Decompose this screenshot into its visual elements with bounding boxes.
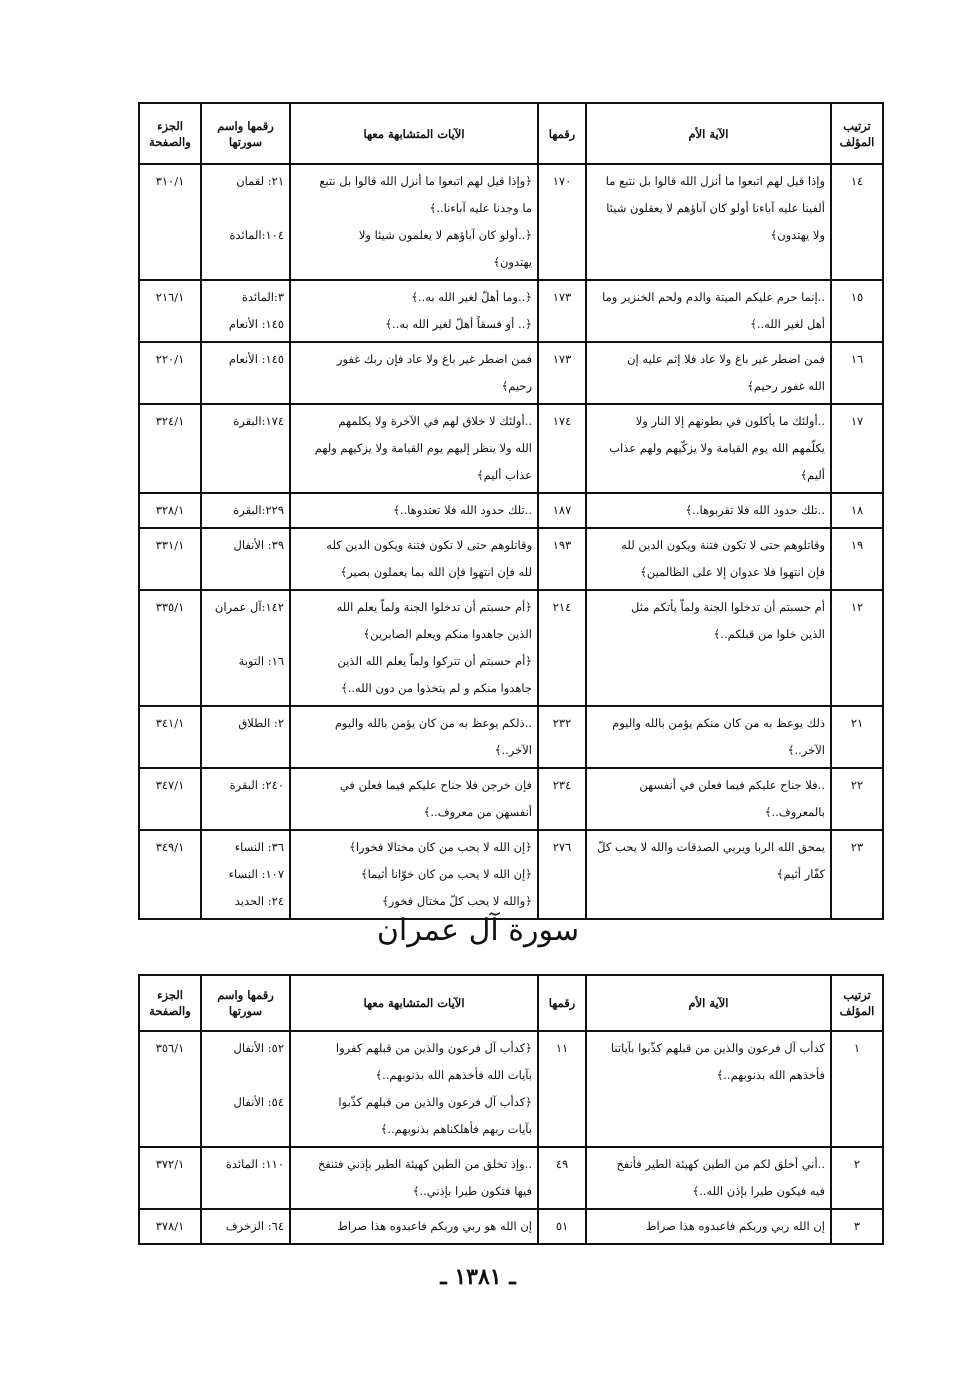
surah-ref-cell [201, 280, 290, 342]
verse-line: ..تلك حدود الله فلا تعتدوها..﴾ [393, 503, 532, 517]
surah-ref: ٣٩: الأنفال [233, 538, 284, 552]
table-row [139, 590, 883, 706]
part-page-cell: ٣٢٨/١ [139, 493, 201, 528]
part-page-cell: ٣٤٧/١ [139, 768, 201, 830]
order-cell: ٣ [831, 1209, 883, 1244]
part-page-cell: ٣١٠/١ [139, 164, 201, 280]
verse-line: الله ولا ينظر إليهم يوم القيامة ولا يزكيهم ولهم [314, 441, 532, 455]
header-number-surah: رقمها واسم سورتها [201, 103, 290, 164]
similar-verses-cell [290, 528, 538, 590]
verse-line: فيها فتكون طيرا بإذني..﴾ [412, 1184, 532, 1198]
part-page-cell: ٣٤١/١ [139, 706, 201, 768]
part-page-cell: ٢١٦/١ [139, 280, 201, 342]
verse-line: الآخر..﴾ [494, 743, 532, 757]
similar-verses-cell [290, 1031, 538, 1147]
verse-line: ..إنما حرم عليكم الميتة والدم ولحم الخنزير وما [602, 290, 825, 304]
verse-line: وقاتلوهم حتى لا تكون فتنة ويكون الدين لله [621, 538, 825, 552]
part-page-cell: ٣٣٥/١ [139, 590, 201, 706]
part-page-cell: ٣٣١/١ [139, 528, 201, 590]
header-part-page: الجزء والصفحة [139, 103, 201, 164]
order-cell: ٢١ [831, 706, 883, 768]
verse-line: يكلّمهم الله يوم القيامة ولا يزكّيهم ولهم عذاب [609, 441, 825, 455]
verse-line: الآخر..﴾ [787, 743, 825, 757]
verse-line: يهتدون﴾ [493, 255, 532, 269]
surah-ref: ٢٢٩:البقرة [233, 503, 284, 517]
surah-ref [207, 249, 284, 276]
surah-ref: ١١٠: المائدة [225, 1157, 284, 1171]
verse-line: أنفسهن من معروف..﴾ [423, 805, 532, 819]
page-number: ـ ١٣٨١ ـ [440, 1264, 516, 1290]
verse-number-cell: ٤٩ [538, 1147, 586, 1209]
verses-table-baqarah [138, 102, 884, 920]
verse-line: ﴿.. أو فسقاً أهلّ لغير الله به..﴾ [385, 317, 532, 331]
mother-verse-cell [586, 528, 831, 590]
header-similar-verses: الآيات المتشابهة معها [290, 103, 538, 164]
header-mother-verse: الآية الأم [586, 103, 831, 164]
surah-ref [207, 1178, 284, 1205]
table-row [139, 1147, 883, 1209]
surah-ref-cell [201, 830, 290, 919]
surah-ref: ٦٤: الزخرف [225, 1219, 284, 1233]
verse-line: فإن خرجن فلا جناح عليكم فيما فعلن في [339, 778, 532, 792]
table-row [139, 342, 883, 404]
verse-line: عذاب أليم﴾ [476, 468, 532, 482]
mother-verse-cell [586, 830, 831, 919]
surah-ref: ٥٤: الأنفال [233, 1095, 284, 1109]
order-cell: ١٥ [831, 280, 883, 342]
verse-line: ..أولئك ما يأكلون في بطونهم إلا النار ولا [635, 414, 825, 428]
surah-ref [207, 559, 284, 586]
verse-number-cell: ٥١ [538, 1209, 586, 1244]
header-number-surah: رقمها واسم سورتها [201, 975, 290, 1031]
similar-verses-cell [290, 1147, 538, 1209]
verse-line: ..ذلكم يوعظ به من كان يؤمن بالله واليوم [334, 716, 532, 730]
mother-verse-cell [586, 280, 831, 342]
order-cell: ١٢ [831, 590, 883, 706]
verse-line: بالمعروف..﴾ [764, 805, 825, 819]
surah-ref: ٥٢: الأنفال [233, 1041, 284, 1055]
surah-ref: ١٤٥: الأنعام [228, 352, 284, 366]
verse-line: ما وجدنا عليه آباءنا..﴾ [429, 201, 532, 215]
verse-line: ﴿إن الله لا يحب من كان خوّانا أثيما﴾ [360, 867, 532, 881]
order-cell: ٢ [831, 1147, 883, 1209]
surah-ref: ٢١: لقمان [236, 174, 284, 188]
verse-line: الذين جاهدوا منكم ويعلم الصابرين﴾ [363, 627, 532, 641]
surah-ref-cell [201, 1031, 290, 1147]
mother-verse-cell [586, 164, 831, 280]
verse-line: أم حسبتم أن تدخلوا الجنة ولماّ يأتكم مثل [630, 600, 825, 614]
verse-line: ﴿أم حسبتم أن تدخلوا الجنة ولماّ يعلم الله [336, 600, 532, 614]
surah-ref [207, 1116, 284, 1143]
verse-line: ﴿وإذا قيل لهم اتبعوا ما أنزل الله قالوا بل نتبع [319, 174, 532, 188]
verse-line: ولا يهتدون﴾ [770, 228, 825, 242]
surah-ref [207, 435, 284, 462]
order-cell: ١٩ [831, 528, 883, 590]
verse-line: فمن اضطر غير باغ ولا عاد فإن ربك غفور [336, 352, 532, 366]
verse-line: ..تلك حدود الله فلا تقربوها..﴾ [685, 503, 825, 517]
table-row [139, 1031, 883, 1147]
surah-ref [207, 799, 284, 826]
mother-verse-cell [586, 1147, 831, 1209]
surah-ref-cell [201, 768, 290, 830]
header-number: رقمها [538, 975, 586, 1031]
part-page-cell: ٣٥٦/١ [139, 1031, 201, 1147]
surah-title: سورة آل عمران [376, 913, 580, 948]
mother-verse-cell [586, 706, 831, 768]
table-row [139, 164, 883, 280]
surah-ref [207, 373, 284, 400]
surah-ref: ٣٦: النساء [234, 840, 284, 854]
surah-ref: ٢٤٠: البقرة [229, 778, 284, 792]
verse-line: وإذا قيل لهم اتبعوا ما أنزل الله قالوا بل نتبع ما [605, 174, 825, 188]
surah-ref-cell [201, 342, 290, 404]
verse-line: ..أني أخلق لكم من الطين كهيئة الطير فأنفخ [616, 1157, 825, 1171]
similar-verses-cell [290, 1209, 538, 1244]
header-part-page: الجزء والصفحة [139, 975, 201, 1031]
order-cell: ٢٣ [831, 830, 883, 919]
verse-line: الله غفور رحيم﴾ [747, 379, 825, 393]
mother-verse-cell [586, 404, 831, 493]
verse-number-cell: ٢٣٢ [538, 706, 586, 768]
similar-verses-cell [290, 342, 538, 404]
verse-line: فأخذهم الله بذنوبهم..﴾ [716, 1068, 825, 1082]
verse-line: ﴿والله لا يحب كلّ مختال فخور﴾ [382, 894, 532, 908]
part-page-cell: ٣٧٢/١ [139, 1147, 201, 1209]
similar-verses-cell [290, 404, 538, 493]
table-row [139, 493, 883, 528]
surah-ref-cell [201, 590, 290, 706]
verse-line: لله فإن انتهوا فإن الله بما يعملون بصير﴾ [340, 565, 532, 579]
verse-line: وقاتلوهم حتى لا تكون فتنة ويكون الدين كله [326, 538, 532, 552]
verse-number-cell: ٢١٤ [538, 590, 586, 706]
surah-ref: ١٠٤:المائدة [229, 228, 284, 242]
table-row [139, 280, 883, 342]
verse-line: ألفينا عليه آباءنا أولو كان آباؤهم لا يعقلون شيئا [606, 201, 825, 215]
surah-ref-cell [201, 404, 290, 493]
verse-line: كفّار أثيم﴾ [776, 867, 825, 881]
verse-line: إن الله ربي وربكم فاعبدوه هذا صراط [645, 1219, 825, 1233]
verse-line: ذلك يوعظ به من كان منكم يؤمن بالله واليوم [612, 716, 825, 730]
table-body [139, 1031, 883, 1244]
mother-verse-cell [586, 1031, 831, 1147]
surah-ref [207, 195, 284, 222]
table-row [139, 1209, 883, 1244]
surah-ref: ١٦: التوبة [238, 654, 284, 668]
order-cell: ١٦ [831, 342, 883, 404]
surah-ref: ٢٤: الحديد [234, 894, 284, 908]
mother-verse-cell [586, 590, 831, 706]
mother-verse-cell [586, 1209, 831, 1244]
verse-number-cell: ١٩٣ [538, 528, 586, 590]
similar-verses-cell [290, 706, 538, 768]
similar-verses-cell [290, 590, 538, 706]
similar-verses-cell [290, 830, 538, 919]
part-page-cell: ٢٢٠/١ [139, 342, 201, 404]
verse-number-cell: ١٧٣ [538, 342, 586, 404]
verse-number-cell: ١٧٣ [538, 280, 586, 342]
surah-ref-cell [201, 164, 290, 280]
mother-verse-cell [586, 342, 831, 404]
surah-ref-cell [201, 706, 290, 768]
verse-line: كدأب آل فرعون والذين من قبلهم كذّبوا بآياتنا [610, 1041, 825, 1055]
surah-ref: ١٤٥: الأنعام [228, 317, 284, 331]
verse-line: ..وإذ تخلق من الطين كهيئة الطير بإذني فتنفخ [317, 1157, 532, 1171]
table-row [139, 404, 883, 493]
verse-line: رحيم﴾ [501, 379, 532, 393]
verse-line: أهل لغير الله..﴾ [750, 317, 825, 331]
verse-number-cell: ١٨٧ [538, 493, 586, 528]
order-cell: ٢٢ [831, 768, 883, 830]
verse-line: ..أولئك لا خلاق لهم في الآخرة ولا يكلمهم [338, 414, 532, 428]
part-page-cell: ٣٤٩/١ [139, 830, 201, 919]
surah-ref [207, 675, 284, 702]
header-order: ترتيب المؤلف [831, 975, 883, 1031]
surah-ref-cell [201, 1147, 290, 1209]
verse-line: بآيات الله فأخذهم الله بذنوبهم..﴾ [375, 1068, 532, 1082]
table-row [139, 528, 883, 590]
surah-ref: ٣:المائدة [241, 290, 284, 304]
verse-line: فمن اضطر غير باغ ولا عاد فلا إثم عليه إن [627, 352, 825, 366]
similar-verses-cell [290, 280, 538, 342]
header-similar-verses: الآيات المتشابهة معها [290, 975, 538, 1031]
table-body [139, 164, 883, 919]
verse-line: بآيات ربهم فأهلكناهم بذنوبهم..﴾ [380, 1122, 532, 1136]
similar-verses-cell [290, 493, 538, 528]
verse-line: ﴿إن الله لا يحب من كان مختالا فخورا﴾ [349, 840, 532, 854]
table-row [139, 706, 883, 768]
verse-line: ﴿كدأب آل فرعون والذين من قبلهم كفروا [335, 1041, 532, 1055]
surah-ref-cell [201, 1209, 290, 1244]
verse-line: ﴿أم حسبتم أن تتركوا ولماّ يعلم الله الذين [337, 654, 532, 668]
mother-verse-cell [586, 768, 831, 830]
verses-table-al-imran [138, 974, 884, 1245]
verse-line: أليم﴾ [800, 468, 825, 482]
similar-verses-cell [290, 164, 538, 280]
part-page-cell: ٣٧٨/١ [139, 1209, 201, 1244]
verse-number-cell: ١٧٤ [538, 404, 586, 493]
mother-verse-cell [586, 493, 831, 528]
verse-line: إن الله هو ربي وربكم فاعبدوه هذا صراط [337, 1219, 532, 1233]
surah-ref [207, 737, 284, 764]
surah-ref [207, 462, 284, 489]
table-row [139, 768, 883, 830]
verse-line: جاهدوا منكم و لم يتخذوا من دون الله..﴾ [340, 681, 532, 695]
order-cell: ١٤ [831, 164, 883, 280]
similar-verses-cell [290, 768, 538, 830]
surah-ref-cell [201, 493, 290, 528]
header-number: رقمها [538, 103, 586, 164]
verse-line: ﴿..أولو كان آباؤهم لا يعلمون شيئا ولا [358, 228, 532, 242]
header-mother-verse: الآية الأم [586, 975, 831, 1031]
verse-number-cell: ١٧٠ [538, 164, 586, 280]
verse-line: يمحق الله الربا ويربي الصدقات والله لا يحب كلّ [597, 840, 825, 854]
verse-number-cell: ١١ [538, 1031, 586, 1147]
surah-ref [207, 621, 284, 648]
header-order: ترتيب المؤلف [831, 103, 883, 164]
order-cell: ١٧ [831, 404, 883, 493]
surah-ref: ١٠٧: النساء [228, 867, 284, 881]
order-cell: ١ [831, 1031, 883, 1147]
verse-line: فإن انتهوا فلا عدوان إلا على الظالمين﴾ [640, 565, 825, 579]
part-page-cell: ٣٢٤/١ [139, 404, 201, 493]
verse-line: ﴿كدأب آل فرعون والذين من قبلهم كذّبوا [338, 1095, 532, 1109]
surah-ref: ٢: الطلاق [238, 716, 284, 730]
verse-line: فيه فيكون طيرا بإذن الله..﴾ [692, 1184, 825, 1198]
surah-ref: ١٤٢:آل عمران [214, 600, 284, 614]
surah-ref-cell [201, 528, 290, 590]
verse-number-cell: ٢٧٦ [538, 830, 586, 919]
verse-number-cell: ٢٣٤ [538, 768, 586, 830]
table-row [139, 830, 883, 919]
order-cell: ١٨ [831, 493, 883, 528]
surah-ref: ١٧٤:البقرة [233, 414, 284, 428]
verse-line: ..فلا جناح عليكم فيما فعلن في أنفسهن [639, 778, 825, 792]
verse-line: الذين خلوا من قبلكم..﴾ [713, 627, 825, 641]
verse-line: ﴿..وما أهلّ لغير الله به..﴾ [411, 290, 532, 304]
surah-ref [207, 1062, 284, 1089]
